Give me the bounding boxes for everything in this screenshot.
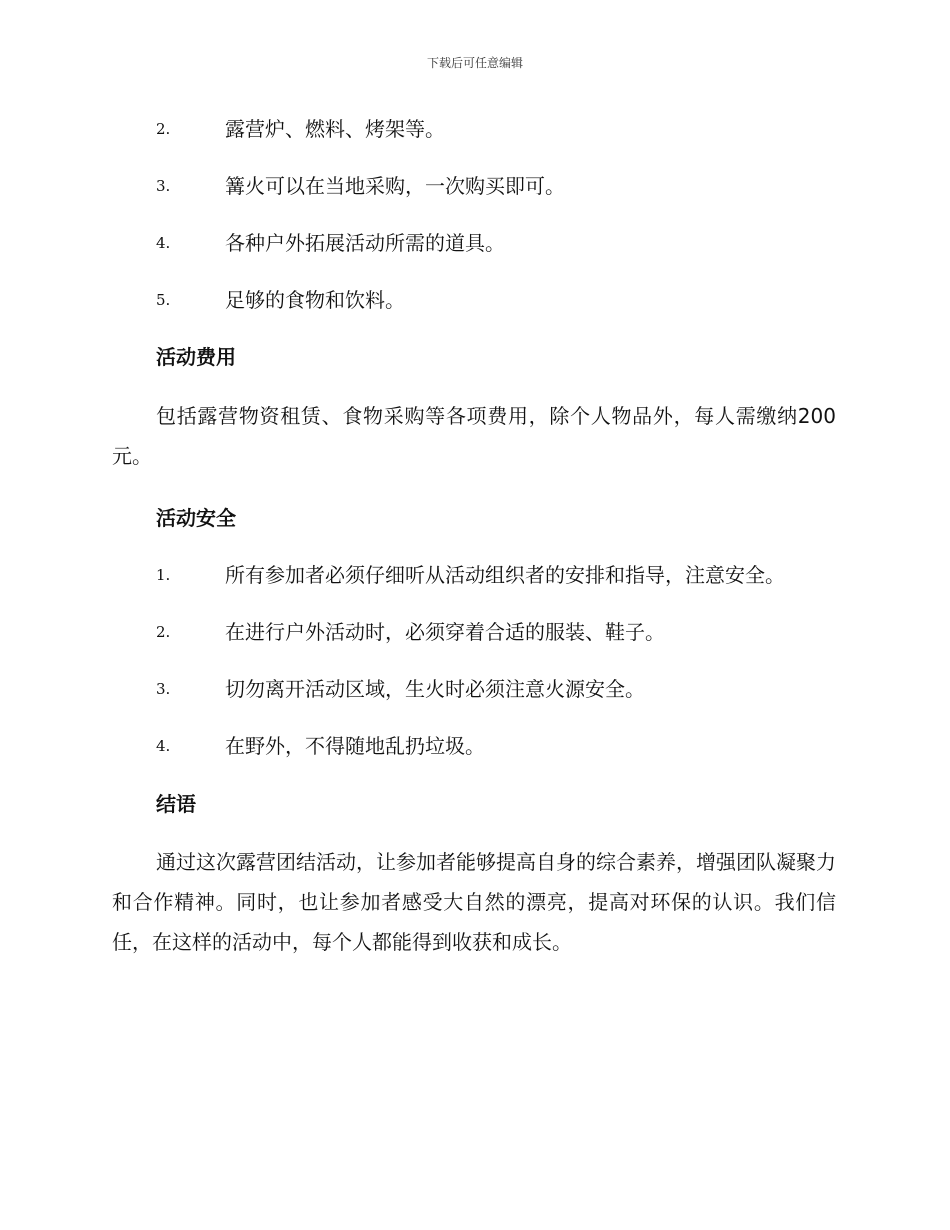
list-text: 切勿离开活动区域，生火时必须注意火源安全。 — [225, 677, 645, 701]
safety-list-item — [156, 617, 856, 647]
safety-heading: 活动安全 — [156, 506, 236, 530]
cost-heading: 活动费用 — [156, 345, 236, 369]
cost-paragraph: 包括露营物资租赁、食物采购等各项费用，除个人物品外，每人需缴纳200元。 — [112, 404, 836, 468]
equipment-list-item — [156, 228, 856, 258]
list-text: 在野外，不得随地乱扔垃圾。 — [225, 734, 485, 758]
list-number: 1. — [156, 566, 171, 584]
list-text: 在进行户外活动时，必须穿着合适的服装、鞋子。 — [225, 620, 665, 644]
page-header-note: 下载后可任意编辑 — [426, 56, 523, 70]
conclusion-heading: 结语 — [156, 792, 196, 816]
list-text: 所有参加者必须仔细听从活动组织者的安排和指导，注意安全。 — [225, 563, 785, 587]
list-number: 4. — [156, 737, 171, 755]
list-text: 足够的食物和饮料。 — [225, 288, 405, 312]
list-number: 2. — [156, 623, 171, 641]
safety-list-item — [156, 731, 856, 761]
list-text: 篝火可以在当地采购，一次购买即可。 — [225, 174, 565, 198]
list-number: 3. — [156, 177, 171, 195]
equipment-list-item — [156, 171, 856, 201]
conclusion-paragraph: 通过这次露营团结活动，让参加者能够提高自身的综合素养，增强团队凝聚力和合作精神。同时，也让参加者感受大自然的漂亮，提高对环保的认识。我们信任，在这样的活动中，每个人都能得到收获和成长。 — [112, 850, 836, 954]
list-number: 4. — [156, 234, 171, 252]
safety-list-item — [156, 560, 856, 590]
equipment-list-item — [156, 114, 856, 144]
equipment-list-item — [156, 285, 856, 315]
list-number: 2. — [156, 120, 171, 138]
list-number: 3. — [156, 680, 171, 698]
list-text: 露营炉、燃料、烤架等。 — [225, 117, 445, 141]
safety-list-item — [156, 674, 856, 704]
list-number: 5. — [156, 291, 171, 309]
list-text: 各种户外拓展活动所需的道具。 — [225, 231, 505, 255]
